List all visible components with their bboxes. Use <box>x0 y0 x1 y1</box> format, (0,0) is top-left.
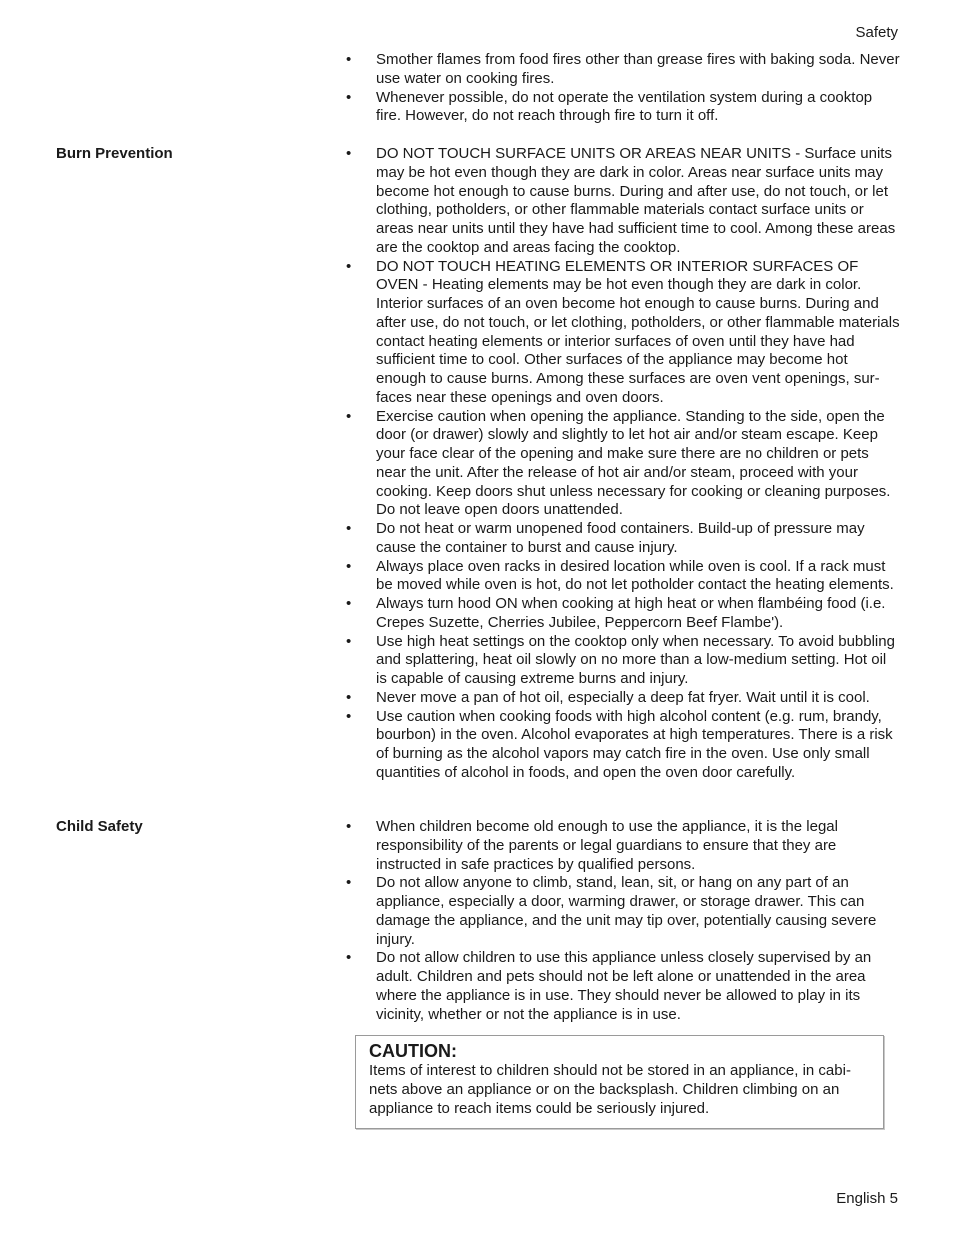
list-item-text: Exercise caution when opening the appliance. Standing to the side, open the door (or drawer) slowly and slightly to let hot air and/or steam escape. Keep your face clear of the opening and make sure there are no children or pets near the unit. After the release of hot air and/or steam, proceed with your cooking. Keep doors shut unless necessary for cooking or cleaning purposes. Do not leave open doors unattended. <box>376 407 891 519</box>
list-item <box>346 708 900 783</box>
list-item <box>346 689 900 708</box>
list-item <box>346 145 900 258</box>
burn-prevention-list <box>346 145 900 783</box>
bullet-icon: • <box>346 632 352 650</box>
list-item-text: Always place oven racks in desired location while oven is cool. If a rack must be moved while oven is hot, do not let potholder contact the heating elements. <box>376 557 894 594</box>
list-item <box>346 51 900 89</box>
list-item-text: When children become old enough to use the appliance, it is the legal responsibility of the parents or legal guardians to ensure that they are instructed in safe practices by qualified persons. <box>376 818 838 873</box>
child-safety-heading: Child Safety <box>56 818 143 835</box>
intro-list <box>346 51 900 126</box>
list-item <box>346 258 900 408</box>
caution-box <box>355 1035 884 1129</box>
caution-text: Items of interest to children should not be stored in an appliance, in cabinets above an appliance or on the backsplash. Children climbing on an appliance to reach items could be seriously injured. <box>369 1062 851 1117</box>
list-item <box>346 520 900 558</box>
bullet-icon: • <box>346 51 352 68</box>
page-footer-label: English 5 <box>836 1190 898 1207</box>
list-item-text: Do not heat or warm unopened food containers. Build-up of pressure may cause the container to burst and cause injury. <box>376 520 865 556</box>
page-header-title: Safety <box>855 24 898 41</box>
list-item <box>346 408 900 521</box>
bullet-icon: • <box>346 557 352 575</box>
burn-prevention-heading: Burn Prevention <box>56 145 173 162</box>
bullet-icon: • <box>346 595 352 612</box>
bullet-icon: • <box>346 520 352 537</box>
list-item <box>346 633 900 689</box>
list-item-text: Do not allow children to use this appliance unless closely supervised by an adult. Children and pets should not be left alone or unattended in the area where the appliance is in use. They should never be allowed to play in its vicinity, whether or not the appliance is in use. <box>376 949 872 1023</box>
bullet-icon: • <box>346 145 352 162</box>
list-item-text: Smother flames from food fires other than grease fires with baking soda. Never use water on cooking fires. <box>376 51 900 87</box>
bullet-icon: • <box>346 88 352 106</box>
caution-title: CAUTION: <box>369 1041 457 1061</box>
list-item <box>346 874 900 949</box>
list-item-text: Do not allow anyone to climb, stand, lean, sit, or hang on any part of an appliance, especially a door, warming drawer, or storage drawer. This can damage the appliance, and the unit may tip over, potentially causing severe injury. <box>376 874 877 948</box>
list-item-text: DO NOT TOUCH SURFACE UNITS OR AREAS NEAR UNITS - Surface units may be hot even though they are dark in color. Areas near surface units may become hot enough to cause burns. During and after use, do not touch, or let clothing, potholders, or other flammable materials contact surface units or areas near units until they have had sufficient time to cool. Among these areas are the cooktop and areas facing the cooktop. <box>376 145 896 256</box>
list-item <box>346 89 900 127</box>
list-item-text: DO NOT TOUCH HEATING ELEMENTS OR INTERIOR SURFACES OF OVEN - Heating elements may be hot even though they are dark in color. Interior surfaces of an oven become hot enough to cause burns. During and after use, do not touch, or let clothing, potholders, or other flammable materials contact heating elements or interior surfaces of oven until they have had sufficient time to cool. Other surfaces of the appliance may become hot enough to cause burns. Among these surfaces are oven vent openings, surfaces near these openings and oven doors. <box>376 257 900 406</box>
bullet-icon: • <box>346 257 352 275</box>
bullet-icon: • <box>346 949 352 967</box>
child-safety-list <box>346 818 900 1024</box>
list-item <box>346 818 900 874</box>
bullet-icon: • <box>346 818 352 835</box>
list-item-text: Always turn hood ON when cooking at high heat or when flambéing food (i.e. Crepes Suzette, Cherries Jubilee, Peppercorn Beef Flambe'). <box>376 595 886 631</box>
list-item-text: Whenever possible, do not operate the ventilation system during a cooktop fire. However, do not reach through fire to turn it off. <box>376 88 873 125</box>
list-item <box>346 558 900 596</box>
bullet-icon: • <box>346 407 352 425</box>
bullet-icon: • <box>346 874 352 892</box>
list-item-text: Use high heat settings on the cooktop only when necessary. To avoid bubbling and splattering, heat oil slowly on no more than a low-medium setting. Hot oil is capable of causing extreme burns and injury. <box>376 632 895 687</box>
list-item <box>346 949 900 1024</box>
bullet-icon: • <box>346 688 352 706</box>
list-item <box>346 595 900 633</box>
bullet-icon: • <box>346 707 352 725</box>
list-item-text: Never move a pan of hot oil, especially a deep fat fryer. Wait until it is cool. <box>376 688 870 706</box>
list-item-text: Use caution when cooking foods with high alcohol content (e.g. rum, brandy, bourbon) in the oven. Alcohol evaporates at high temperatures. There is a risk of burning as the alcohol vapors may catch fire in the oven. Use only small quantities of alcohol in foods, and open the oven door carefully. <box>376 707 893 781</box>
